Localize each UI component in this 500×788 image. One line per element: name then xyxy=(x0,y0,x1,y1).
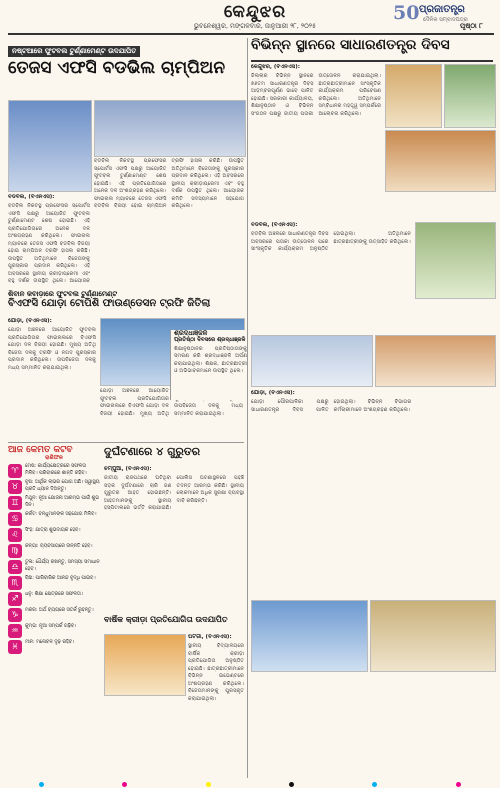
zodiac-icon: ♍ xyxy=(8,544,22,558)
horoscope-item xyxy=(8,640,100,654)
tribute-body: ଶିକ୍ଷାନୁଷ୍ଠାନର ପ୍ରତିଷ୍ଠାତାଙ୍କୁ ସ୍ମରଣ କରି ଶ୍ରଦ୍ଧାଞ୍ଜଳି ଅର୍ପଣ କରାଯାଇଥିଲା। ଶିକ୍ଷକ, ଛାତ୍ରଛାତ୍ରୀ ଓ ଅଭିଭାବକମାନେ ଉପସ୍ଥିତ ଥିଲେ। xyxy=(174,345,247,375)
anniversary-number: 50 xyxy=(393,2,420,24)
sports-header xyxy=(104,615,244,631)
republic-day-byline: କେନ୍ଦୁଝର, (ବିଏନଏସ): xyxy=(251,64,300,70)
page-title: କେନ୍ଦୁଝର xyxy=(223,2,287,22)
right-body-1: ବଡବିଲ ଅଞ୍ଚଳରେ ସାଧାରଣତନ୍ତ୍ର ଦିବସ ଅବସରରେ ପତାକା ଉତ୍ତୋଳନ ପରେ ସାଂସ୍କୃତିକ କାର୍ଯ୍ୟକ୍ରମ ଅନୁଷ୍ଠିତ ହୋଇଥିଲା। ଅତିଥିମାନେ ଛାତ୍ରଛାତ୍ରୀଙ୍କୁ ଉତ୍ସାହିତ କରିଥିଲେ। xyxy=(251,231,411,253)
football-second-byline: ଯୋଡ଼ା, (ବିଏନଏସ): xyxy=(8,318,52,324)
lead-kicker: ନଷ୍ଟଆରେ ଫୁଟବଲ ଟୁର୍ଣ୍ଣାମେଣ୍ଟ ଉଦଯାପିତ xyxy=(8,46,140,57)
right-photo-4 xyxy=(251,600,368,672)
registration-marks xyxy=(0,780,500,788)
lead-photo-1 xyxy=(8,100,92,192)
zodiac-icon: ♓ xyxy=(8,640,22,654)
sports-photo xyxy=(104,634,186,696)
horoscope-text: ବୃଷ: ଆର୍ଥିକ ଲାଭର ଯୋଗ ଅଛି। ସ୍ୱାସ୍ଥ୍ୟ ପ୍ରତି ଧ୍ୟାନ ଦିଅନ୍ତୁ। xyxy=(25,480,100,492)
brand-tagline: ଦୈନିକ ସମ୍ବାଦପତ୍ର xyxy=(423,17,468,23)
lead-body-col1 xyxy=(8,194,90,284)
horoscope-text: ମେଷ: କାର୍ଯ୍ୟକ୍ଷେତ୍ରରେ ସଫଳତା ମିଳିବ। ପରିବାରରେ ଶାନ୍ତି ରହିବ। xyxy=(25,464,87,476)
lead-body: ବଡବିଲ ନିକଟସ୍ଥ ପ୍ରଫେସର ସ୍ପୋର୍ଟସ ଏଫସି ପକ୍ଷରୁ ଆୟୋଜିତ ଫୁଟବଲ ଟୁର୍ଣ୍ଣାମେଣ୍ଟ ଶେଷ ହୋଇଛି। ଏହି ପ୍ରତିଯୋଗିତାରେ ଅନେକ ଦଳ ଅଂଶଗ୍ରହଣ କରିଥିଲେ। ଫାଇନାଲ ମ୍ୟାଚରେ ତେଜସ ଏଫସି ବଡବିଲ ବିଜୟୀ ହୋଇ ଚାମ୍ପିଅନ ଟ୍ରଫି ହାସଲ କରିଛି। ଉପସ୍ଥିତ ଅତିଥିମାନେ ବିଜେତାଙ୍କୁ ପୁରସ୍କାର ପ୍ରଦାନ କରିଥିଲେ। ଏହି ଅବସରରେ ସ୍ଥାନୀୟ କ୍ରୀଡ଼ାପ୍ରେମୀ ଏବଂ ବହୁ ଦର୍ଶକ ଉପସ୍ଥିତ ଥିଲେ। ଆୟୋଜକ xyxy=(8,203,90,284)
horoscope-item xyxy=(8,496,100,510)
horoscope-subtitle: ରାଶିଫଳ xyxy=(45,455,63,462)
football-second-body: ଯୋଡ଼ା ଅଞ୍ଚଳରେ ଆୟୋଜିତ ଫୁଟବଲ ପ୍ରତିଯୋଗିତାର ଫାଇନାଲରେ ବିଏଫସି ଯୋଡ଼ା ଦଳ ବିଜୟୀ ହୋଇଛି। ମୁଖ୍ୟ ଅତିଥି ବିଜେତା ଦଳକୁ ଟ୍ରଫି ଓ ନଗଦ ପୁରସ୍କାର ପ୍ରଦାନ କରିଥିଲେ। ଉପବିଜେତା ଦଳକୁ ମଧ୍ୟ ସମ୍ମାନିତ କରାଯାଇଥିଲା। xyxy=(8,327,96,371)
lead-photo-2 xyxy=(94,100,246,157)
lead-headline: ତେଜସ ଏଫସି ବଡଭିଲ ଚାମ୍ପିଅନ xyxy=(8,58,226,78)
lead-body-continued: ବଡବିଲ ନିକଟସ୍ଥ ପ୍ରଫେସର ସ୍ପୋର୍ଟସ ଏଫସି ପକ୍ଷରୁ ଆୟୋଜିତ ଫୁଟବଲ ଟୁର୍ଣ୍ଣାମେଣ୍ଟ ଶେଷ ହୋଇଛି। ଏହି ପ୍ରତିଯୋଗିତାରେ ଅନେକ ଦଳ ଅଂଶଗ୍ରହଣ କରିଥିଲେ। ଫାଇନାଲ ମ୍ୟାଚରେ ତେଜସ ଏଫସି ବଡବିଲ ବିଜୟୀ ହୋଇ ଚାମ୍ପିଅନ ଟ୍ରଫି ହାସଲ କରିଛି। ଉପସ୍ଥିତ ଅତିଥିମାନେ ବିଜେତାଙ୍କୁ ପୁରସ୍କାର ପ୍ରଦାନ କରିଥିଲେ। ଏହି ଅବସରରେ ସ୍ଥାନୀୟ କ୍ରୀଡ଼ାପ୍ରେମୀ ଏବଂ ବହୁ ଦର୍ଶକ ଉପସ୍ଥିତ ଥିଲେ। ଆୟୋଜକ କମିଟି ସଦସ୍ୟମାନେ ସହଯୋଗ କରିଥିଲେ। xyxy=(94,158,244,210)
horoscope-text: ବିଛା: ପାରିବାରିକ ଆନନ୍ଦ ବୃଦ୍ଧି ପାଇବ। xyxy=(25,576,96,582)
zodiac-icon: ♌ xyxy=(8,528,22,542)
right-photo-2 xyxy=(251,335,373,387)
horoscope-item xyxy=(8,528,100,542)
zodiac-icon: ♎ xyxy=(8,560,22,574)
sports-byline: ଘଟଗାଁ, (ବିଏନଏସ): xyxy=(188,634,232,640)
lead-body-col2 xyxy=(94,158,244,284)
zodiac-icon: ♋ xyxy=(8,512,22,526)
horoscope-item xyxy=(8,480,100,494)
football-second-story xyxy=(8,318,96,438)
right-photo-1 xyxy=(415,222,496,299)
zodiac-icon: ♈ xyxy=(8,464,22,478)
sports-story xyxy=(188,634,244,779)
horoscope-text: ମୀନ: ମନୋବଳ ଦୃଢ଼ ରହିବ। xyxy=(25,640,75,646)
republic-photo-1 xyxy=(385,64,442,128)
tribute-title: ଶ୍ରଦ୍ଧାଞ୍ଜଳି xyxy=(174,330,208,337)
football-second-headline: ବିଏଫସି ଯୋଡ଼ା ଟୋପିଶି ଫାଉଣ୍ଡେସନ ଟ୍ରଫି ଜିତିଲା xyxy=(8,298,211,310)
republic-day-story xyxy=(251,64,381,219)
section-divider xyxy=(8,442,244,443)
republic-photo-3 xyxy=(385,130,496,192)
right-body-2: ଯୋଡ଼ା ପୌରପାଳିକା ପକ୍ଷରୁ ସାଧାରଣତନ୍ତ୍ର ଦିବସ ପାଳିତ ହୋଇଥିଲା। ବିଭିନ୍ନ ବିଭାଗର କର୍ମଚାରୀମାନେ ଅଂଶଗ୍ରହଣ କରିଥିଲେ। xyxy=(251,399,412,413)
horoscope-item xyxy=(8,560,100,574)
horoscope-text: କନ୍ୟା: ବ୍ୟବସାୟରେ ଉନ୍ନତି ହେବ। xyxy=(25,544,93,550)
horoscope-text: ମକର: ଅର୍ଥ ବ୍ୟୟରେ ସତର୍କ ରୁହନ୍ତୁ। xyxy=(25,608,94,614)
horoscope-text: କର୍କଟ: ବନ୍ଧୁମାନଙ୍କ ସହଯୋଗ ମିଳିବ। xyxy=(25,512,97,518)
republic-day-body: ଜିଲ୍ଲାର ବିଭିନ୍ନ ସ୍ଥାନରେ ୭୬ତମ ସାଧାରଣତନ୍ତ୍ର ଦିବସ ଆଡ଼ମ୍ବରପୂର୍ଣ୍ଣ ଭାବେ ପାଳିତ ହୋଇଛି। ସରକାରୀ କାର୍ଯ୍ୟାଳୟ, ଶିକ୍ଷାନୁଷ୍ଠାନ ଓ ବିଭିନ୍ନ ସଂଗଠନ ପକ୍ଷରୁ ଜାତୀୟ ପତାକା ଉତ୍ତୋଳନ କରାଯାଇଥିଲା। ଛାତ୍ରଛାତ୍ରୀମାନେ ସାଂସ୍କୃତିକ କାର୍ଯ୍ୟକ୍ରମ ପରିବେଷଣ କରିଥିଲେ। ଅତିଥିମାନେ ସମ୍ବିଧାନର ମହତ୍ତ୍ୱ ସମ୍ପର୍କରେ ଆଲୋଚନା କରିଥିଲେ। xyxy=(251,73,381,117)
accident-header xyxy=(104,446,244,464)
masthead-rule xyxy=(8,33,494,35)
horoscope-title: ଆଜି କେମିତି କଟିବ xyxy=(8,446,73,455)
horoscope-item xyxy=(8,464,100,478)
accident-body: ଜାତୀୟ ରାଜପଥରେ ଘଟିଥିବା ସଡ଼କ ଦୁର୍ଘଟଣାରେ ଚାରି ଜଣ ଗୁରୁତର ଆହତ ହୋଇଛନ୍ତି। ଆହତମାନଙ୍କୁ ସ୍ଥାନୀୟ ହସ୍ପିଟାଲରେ ଭର୍ତ୍ତି କରାଯାଇଛି। ପୋଲିସ ଘଟଣାସ୍ଥଳରେ ପହଞ୍ଚି ତଦନ୍ତ ଆରମ୍ଭ କରିଛି। ସ୍ଥାନୀୟ ଲୋକମାନେ ଅଧିକ ସୁରକ୍ଷା ବ୍ୟବସ୍ଥା ଦାବି କରିଛନ୍ତି। xyxy=(104,475,244,512)
zodiac-icon: ♉ xyxy=(8,480,22,494)
horoscope-item xyxy=(8,592,100,606)
horoscope-item xyxy=(8,512,100,526)
brand-name: ପ୍ରଜାତନ୍ତ୍ର xyxy=(419,4,465,15)
right-story-1 xyxy=(251,222,411,332)
horoscope-text: ସିଂହ: ଯାତ୍ରା ଶୁଭଦାୟକ ହେବ। xyxy=(25,528,81,534)
horoscope-text: ମିଥୁନ: ନୂଆ ଯୋଜନା ଆରମ୍ଭ ପାଇଁ ଶୁଭ ଦିନ। xyxy=(25,496,99,508)
zodiac-icon: ♒ xyxy=(8,624,22,638)
dateline: ଭୁବନେଶ୍ୱର, ମଙ୍ଗଳବାର, ଜାନୁଆରୀ ୨୮, ୨୦୨୫ xyxy=(193,22,317,30)
right-byline-1: ବଡବିଲ, (ବିଏନଏସ): xyxy=(251,222,298,228)
horoscope-list xyxy=(8,464,100,654)
column-divider xyxy=(247,38,248,778)
right-photo-3 xyxy=(375,335,496,387)
accident-headline: ଦୁର୍ଘଟଣାରେ ୪ ଗୁରୁତର xyxy=(104,446,201,458)
horoscope-text: ତୁଳା: ଧୈର୍ଯ୍ୟ ରଖନ୍ତୁ, ସମସ୍ୟା ସମାଧାନ ହେବ। xyxy=(25,560,100,572)
right-story-2 xyxy=(251,390,494,590)
republic-photo-2 xyxy=(444,64,496,128)
zodiac-icon: ♏ xyxy=(8,576,22,590)
lead-byline: ବଡବିଲ, (ବିଏନଏସ): xyxy=(8,194,55,200)
republic-day-headline: ବିଭିନ୍ନ ସ୍ଥାନରେ ସାଧାରଣତନ୍ତ୍ର ଦିବସ xyxy=(251,38,450,53)
horoscope-item xyxy=(8,624,100,638)
horoscope-item xyxy=(8,544,100,558)
horoscope-item xyxy=(8,576,100,590)
zodiac-icon: ♑ xyxy=(8,608,22,622)
zodiac-icon: ♊ xyxy=(8,496,22,510)
football-second-body-more: ଯୋଡ଼ା ଅଞ୍ଚଳରେ ଆୟୋଜିତ ଫୁଟବଲ ପ୍ରତିଯୋଗିତାର ଫାଇନାଲରେ ବିଏଫସି ଯୋଡ଼ା ଦଳ ବିଜୟୀ ହୋଇଛି। ମୁଖ୍ୟ ଅତିଥି ଉପବିଜେତା ଦଳକୁ ମଧ୍ୟ ସମ୍ମାନିତ କରାଯାଇଥିଲା। xyxy=(100,388,243,417)
right-byline-2: ଯୋଡ଼ା, (ବିଏନଏସ): xyxy=(251,390,295,396)
horoscope-item xyxy=(8,608,100,622)
sports-body: ସ୍ଥାନୀୟ ବିଦ୍ୟାଳୟରେ ବାର୍ଷିକ କ୍ରୀଡ଼ା ପ୍ରତିଯୋଗିତା ଅନୁଷ୍ଠିତ ହୋଇଛି। ଛାତ୍ରଛାତ୍ରୀମାନେ ବିଭିନ୍ନ ଇଭେଣ୍ଟରେ ଅଂଶଗ୍ରହଣ କରିଥିଲେ। ବିଜେତାମାନଙ୍କୁ ପୁରସ୍କୃତ କରାଯାଇଥିଲା। xyxy=(188,643,244,702)
horoscope-text: କୁମ୍ଭ: ନୂଆ ସମ୍ପର୍କ ଗଢ଼ିବ। xyxy=(25,624,77,630)
sports-headline: ବାର୍ଷିକ କ୍ରୀଡ଼ା ପ୍ରତିଯୋଗିତା ଉଦଯାପିତ xyxy=(104,615,228,624)
accident-byline: ଚମ୍ପୁଆ, (ବିଏନଏସ): xyxy=(104,466,152,472)
football-second-kicker: ଶିବାନ କବାଡ଼ାରେ ଫୁଟବଲ ଟୁର୍ଣ୍ଣାମେଣ୍ଟ xyxy=(8,290,118,298)
horoscope-section xyxy=(8,446,100,781)
horoscope-text: ଧନୁ: ଶିକ୍ଷା କ୍ଷେତ୍ରରେ ସଫଳତା। xyxy=(25,592,83,598)
republic-day-header xyxy=(251,38,493,62)
page-number: ପୃଷ୍ଠା ୮ xyxy=(460,22,483,30)
tribute-box xyxy=(170,330,247,400)
zodiac-icon: ♐ xyxy=(8,592,22,606)
right-photo-5 xyxy=(370,600,496,672)
newspaper-logo xyxy=(393,2,493,24)
masthead xyxy=(0,0,500,34)
accident-story xyxy=(104,466,244,611)
tribute-subtitle: ପ୍ରତିଷ୍ଠା ଦିବସରେ ଶ୍ରଦ୍ଧାଞ୍ଜଳି xyxy=(174,336,246,343)
